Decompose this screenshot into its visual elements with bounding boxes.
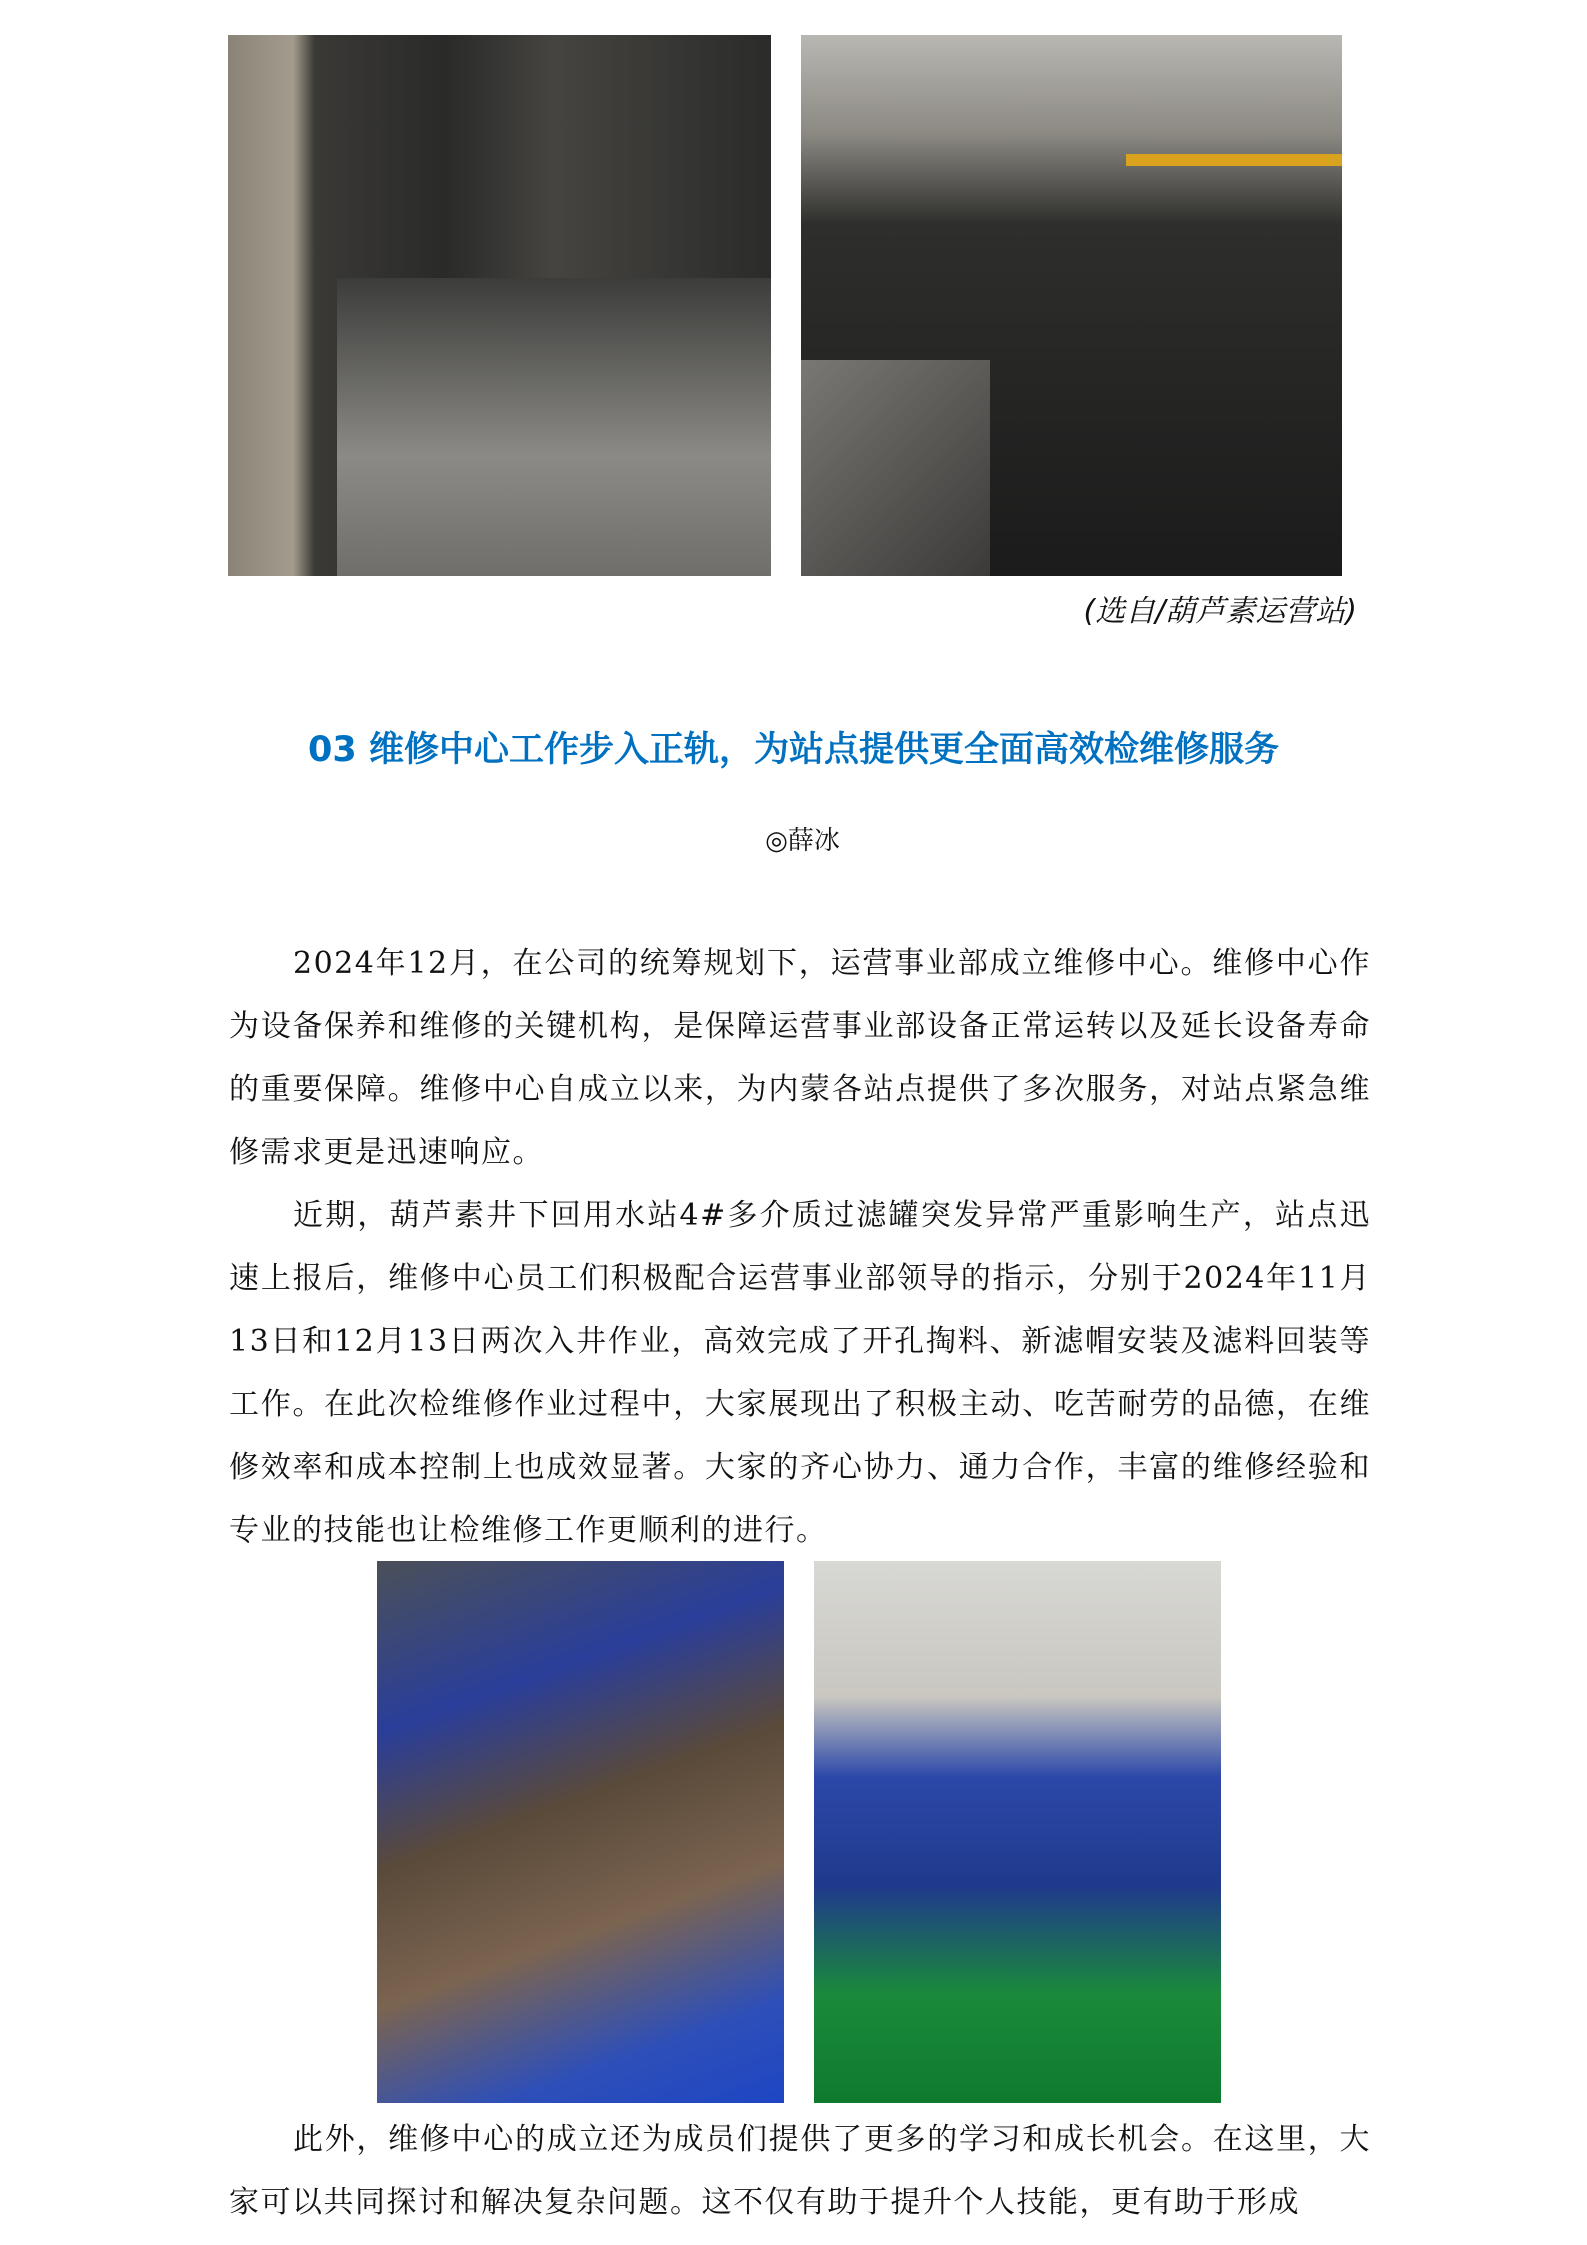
photo-caption: (选自/葫芦素运营站) [1083,594,1357,629]
filter-tank-ladder-photo [801,35,1342,576]
paragraph-3: 此外，维修中心的成立还为成员们提供了更多的学习和成长机会。在这里，大家可以共同探讨和解决复杂问题。这不仅有助于提升个人技能，更有助于形成 [229,2122,1371,2220]
pump-repair-photo [377,1561,784,2103]
paragraph-2: 近期，葫芦素井下回用水站4#多介质过滤罐突发异常严重影响生产，站点迅速上报后，维修中心员工们积极配合运营事业部领导的指示，分别于2024年11月13日和12月13日两次入井作业，高效完成了开孔掏料、新滤帽安装及滤料回装等工作。在此次检维修作业过程中，大家展现出了积极主动、吃苦耐劳的品德，在维修效率和成本控制上也成效显著。大家的齐心协力、通力合作，丰富的维修经验和专业的技能也让检维修工作更顺利的进行。 [229,1198,1371,1548]
author: ◎薛冰 [765,826,840,856]
filter-room-work-photo [814,1561,1221,2103]
section-heading: 03 维修中心工作步入正轨，为站点提供更全面高效检维修服务 [308,730,1279,770]
paragraph-1: 2024年12月，在公司的统筹规划下，运营事业部成立维修中心。维修中心作为设备保养和维修的关键机构，是保障运营事业部设备正常运转以及延长设备寿命的重要保障。维修中心自成立以来，为内蒙各站点提供了多次服务，对站点紧急维修需求更是迅速响应。 [229,946,1371,1170]
workers-in-filter-tank-photo [228,35,771,576]
